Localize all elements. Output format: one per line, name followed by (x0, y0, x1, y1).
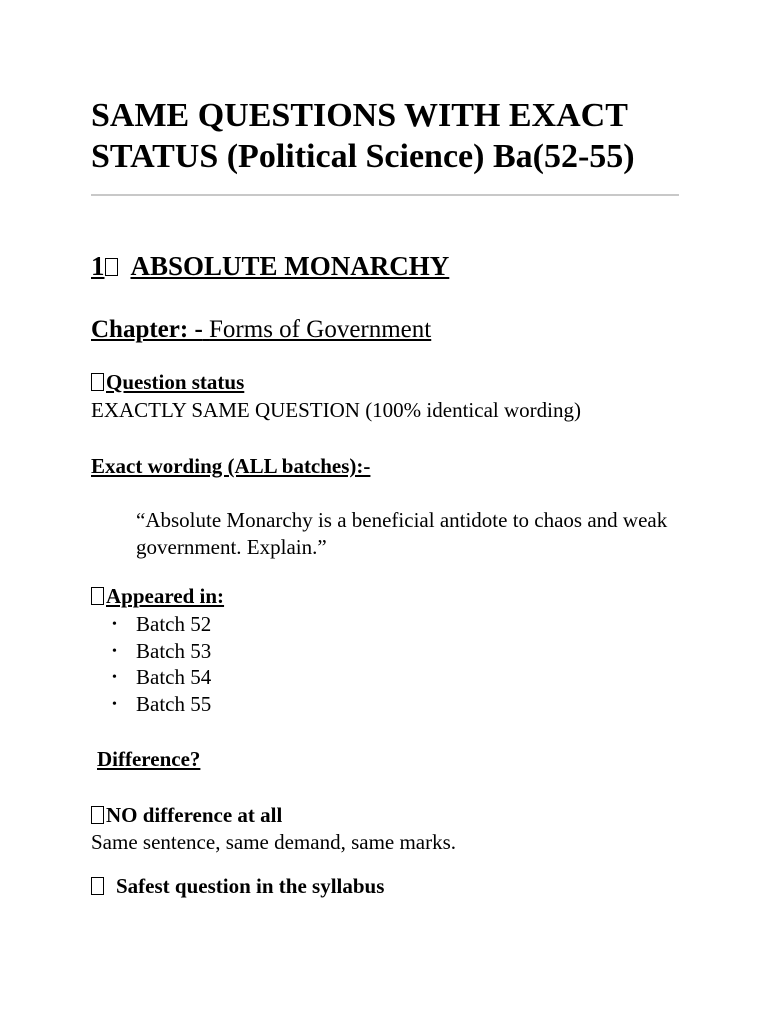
difference-heading: Difference? (97, 747, 201, 771)
missing-glyph-icon (91, 373, 104, 391)
bullet-icon: • (112, 643, 117, 659)
question-status-heading: Question status (91, 369, 244, 395)
missing-glyph-icon (105, 258, 118, 276)
horizontal-rule (91, 194, 679, 196)
list-item: • Batch 55 (91, 691, 211, 718)
difference-verdict: NO difference at all (91, 802, 282, 828)
chapter-label: Chapter: - (91, 316, 203, 343)
list-item: • Batch 53 (91, 638, 211, 665)
chapter-name: Forms of Government (209, 316, 432, 343)
document-title-line-2: STATUS (Political Science) Ba(52-55) (91, 138, 635, 175)
exact-wording-quote: “Absolute Monarchy is a beneficial antidote to chaos and weak government. Explain.” (136, 508, 668, 559)
batch-list (91, 611, 211, 717)
chapter-line (91, 314, 431, 346)
list-item: • Batch 52 (91, 611, 211, 638)
question-number: 1 (91, 251, 105, 281)
question-title: ABSOLUTE MONARCHY (130, 251, 450, 281)
list-item: • Batch 54 (91, 664, 211, 691)
appeared-in-heading: Appeared in: (91, 583, 224, 609)
question-heading (91, 249, 449, 283)
exact-wording-heading: Exact wording (ALL batches):- (91, 454, 371, 478)
bullet-icon: • (112, 617, 117, 632)
document-title (91, 95, 679, 177)
missing-glyph-icon (91, 877, 104, 895)
safety-note: Safest question in the syllabus (91, 873, 384, 899)
document-title-line-1: SAME QUESTIONS WITH EXACT (91, 97, 628, 134)
bullet-icon: • (112, 670, 117, 685)
missing-glyph-icon (91, 806, 104, 824)
difference-text: Same sentence, same demand, same marks. (91, 830, 457, 854)
missing-glyph-icon (91, 587, 104, 605)
question-status-text: EXACTLY SAME QUESTION (100% identical wording) (91, 398, 581, 422)
bullet-icon: • (112, 696, 117, 712)
